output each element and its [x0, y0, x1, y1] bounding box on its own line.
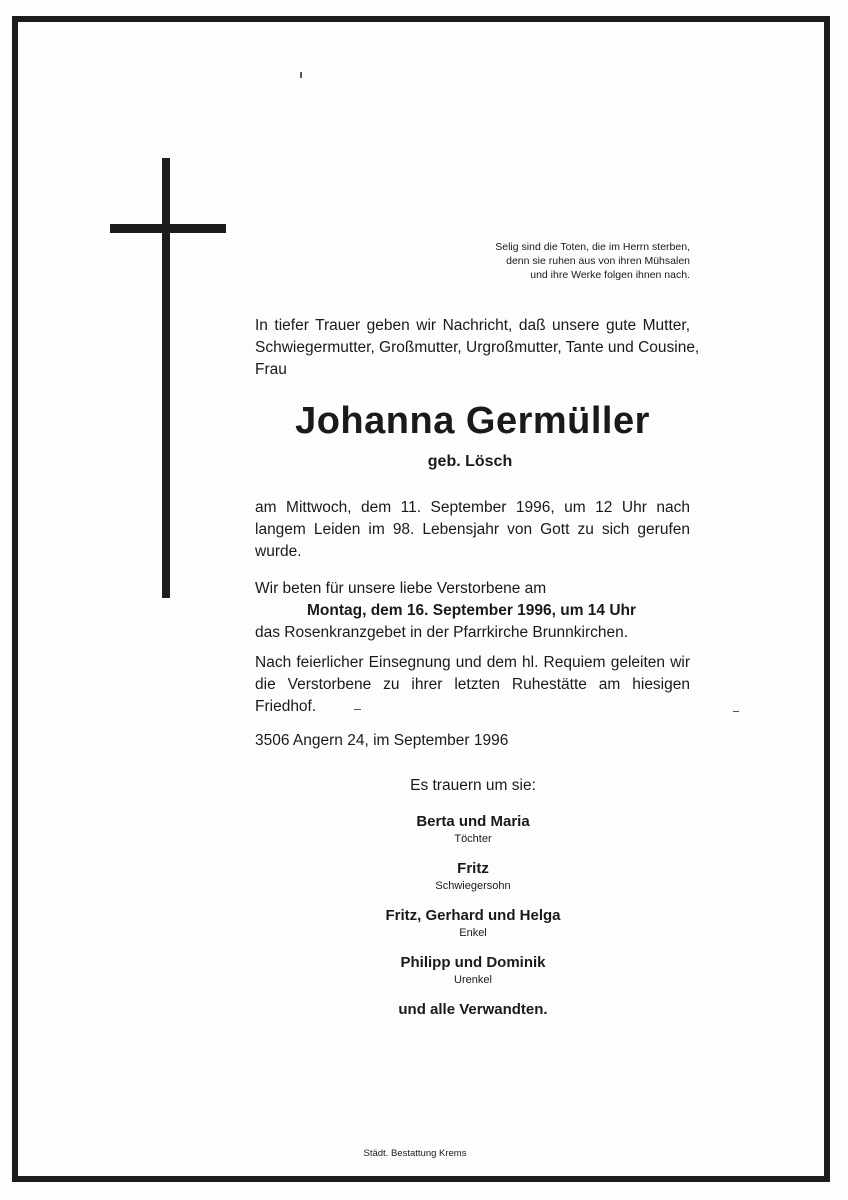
funeral-home-footer: Städt. Bestattung Krems	[363, 1148, 467, 1159]
mourner-role: Töchter	[454, 833, 492, 845]
deceased-name: Johanna Germüller	[295, 400, 650, 442]
mourner-group	[323, 859, 623, 893]
rosary-paragraph	[255, 578, 690, 644]
place-date: 3506 Angern 24, im September 1996	[255, 732, 509, 749]
mourners-section	[323, 777, 623, 1018]
rosary-date: Montag, dem 16. September 1996, um 14 Uhr	[307, 602, 637, 619]
mourner-names: Philipp und Dominik	[400, 954, 546, 971]
mourner-role: Enkel	[459, 927, 487, 939]
death-line: langem Leiden im 98. Lebensjahr von Gott zu sich gerufen	[255, 521, 690, 538]
intro-line: In tiefer Trauer geben wir Nachricht, daß unsere gute Mutter,	[255, 317, 690, 334]
funeral-line: die Verstorbene zu ihrer letzten Ruhestätte am hiesigen	[255, 676, 690, 693]
mourner-names: Fritz, Gerhard und Helga	[385, 907, 561, 924]
scan-speck	[354, 709, 361, 710]
intro-line: Schwiegermutter, Großmutter, Urgroßmutter, Tante und Cousine,	[255, 339, 700, 356]
mourner-names: Berta und Maria	[416, 813, 530, 830]
mourner-group	[323, 953, 623, 987]
mourner-role: Urenkel	[454, 974, 492, 986]
verse-line: und ihre Werke folgen ihnen nach.	[530, 269, 690, 281]
funeral-line: Nach feierlicher Einsegnung und dem hl. Requiem geleiten wir	[255, 654, 690, 671]
scan-speck	[733, 711, 739, 712]
rosary-location: das Rosenkranzgebet in der Pfarrkirche Brunnkirchen.	[255, 624, 629, 641]
rosary-intro: Wir beten für unsere liebe Verstorbene am	[255, 580, 547, 597]
death-paragraph	[255, 497, 690, 563]
funeral-line: Friedhof.	[255, 698, 317, 715]
verse-line: denn sie ruhen aus von ihren Mühsalen	[506, 255, 690, 267]
funeral-paragraph	[255, 652, 690, 718]
mourner-names: Fritz	[457, 860, 489, 877]
maiden-name: geb. Lösch	[427, 453, 513, 470]
bible-verse	[440, 240, 690, 282]
death-line: am Mittwoch, dem 11. September 1996, um 12 Uhr nach	[255, 499, 690, 516]
closing-line: und alle Verwandten.	[398, 1001, 548, 1018]
death-line: wurde.	[255, 543, 302, 560]
mourner-role: Schwiegersohn	[435, 880, 511, 892]
mourners-heading: Es trauern um sie:	[410, 777, 536, 794]
intro-line: Frau	[255, 361, 287, 378]
cross-icon-horizontal	[110, 224, 226, 233]
intro-paragraph	[255, 315, 700, 381]
verse-line: Selig sind die Toten, die im Herrn sterben,	[495, 241, 690, 253]
mourner-group	[323, 906, 623, 940]
mourner-group	[323, 812, 623, 846]
scan-speck	[300, 72, 302, 78]
